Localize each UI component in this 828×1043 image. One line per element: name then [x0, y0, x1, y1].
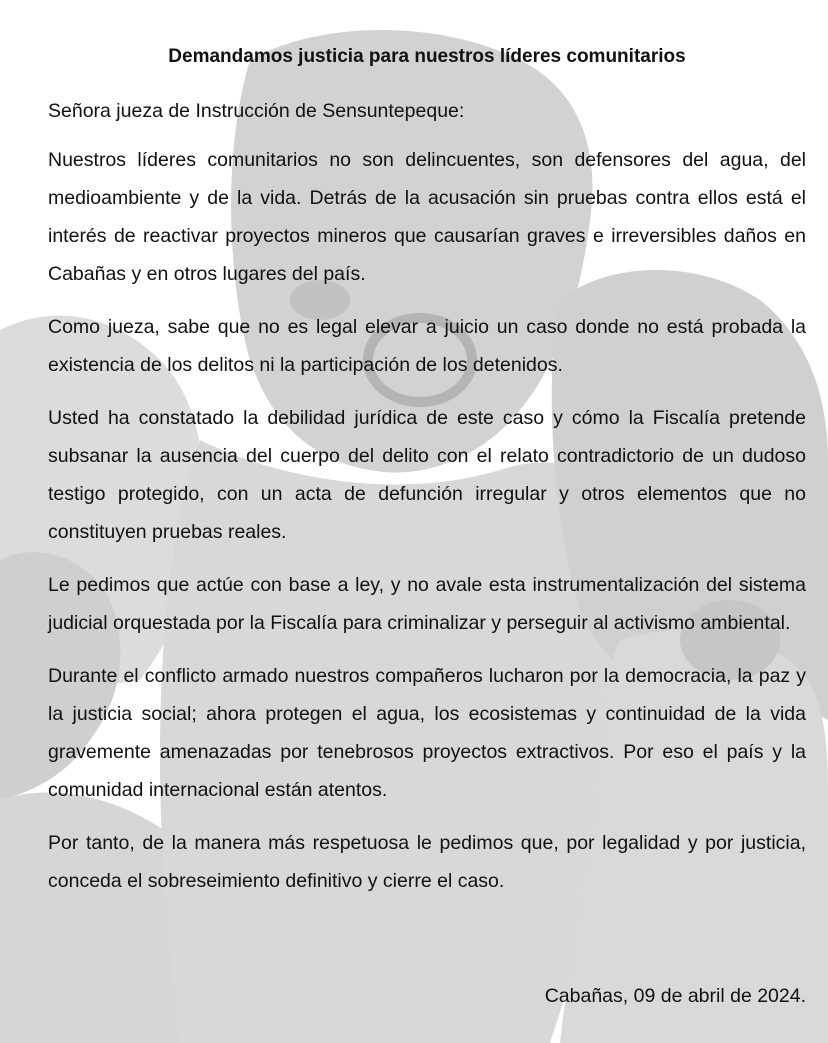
paragraph-1: Nuestros líderes comunitarios no son delincuentes, son defensores del agua, del medioambiente y de la vida. Detrás de la acusación sin pruebas contra ellos está el interés de reactivar proyectos mineros que causarían graves e irreversibles daños en Cabañas y en otros lugares del país.	[48, 149, 806, 285]
letter-greeting: Señora jueza de Instrucción de Sensuntepeque:	[48, 100, 465, 122]
paragraph-6: Por tanto, de la manera más respetuosa le pedimos que, por legalidad y por justicia, conceda el sobreseimiento definitivo y cierre el caso.	[48, 832, 806, 892]
paragraph-4: Le pedimos que actúe con base a ley, y no avale esta instrumentalización del sistema judicial orquestada por la Fiscalía para criminalizar y perseguir al activismo ambiental.	[48, 574, 806, 634]
paragraph-5: Durante el conflicto armado nuestros compañeros lucharon por la democracia, la paz y la justicia social; ahora protegen el agua, los ecosistemas y continuidad de la vida gravemente amenazadas por tenebrosos proyectos extractivos. Por eso el país y la comunidad internacional están atentos.	[48, 665, 806, 801]
letter-body	[48, 44, 806, 900]
letter-title: Demandamos justicia para nuestros líderes comunitarios	[168, 46, 686, 67]
letter-signoff-date: Cabañas, 09 de abril de 2024.	[544, 985, 806, 1007]
paragraph-3: Usted ha constatado la debilidad jurídica de este caso y cómo la Fiscalía pretende subsanar la ausencia del cuerpo del delito con el relato contradictorio de un dudoso testigo protegido, con un acta de defunción irregular y otros elementos que no constituyen pruebas reales.	[48, 407, 806, 543]
paragraph-2: Como jueza, sabe que no es legal elevar a juicio un caso donde no está probada la existencia de los delitos ni la participación de los detenidos.	[48, 316, 806, 376]
